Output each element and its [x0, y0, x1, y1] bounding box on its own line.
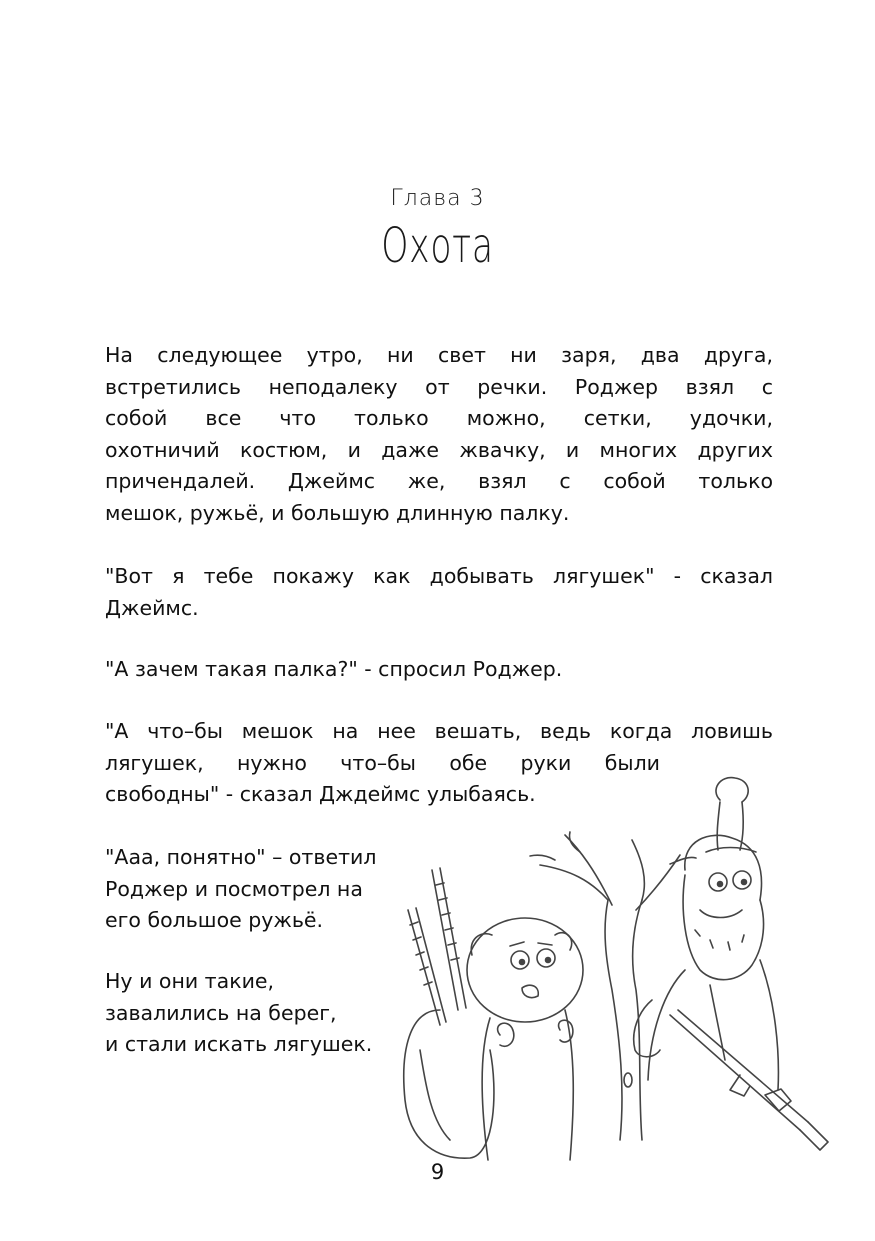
paragraph-3	[105, 654, 773, 686]
text-line: Джеймс.	[105, 595, 199, 620]
page-number: 9	[430, 1160, 445, 1184]
text-line: лягушек, нужно что–бы обе руки были	[105, 750, 660, 775]
roger-figure	[404, 868, 583, 1160]
chapter-label: Глава 3	[390, 186, 485, 211]
text-line: "А что–бы мешок на нее вешать, ведь когда ловишь	[105, 719, 773, 743]
text-line: "Ааа, понятно" – ответил	[105, 845, 377, 869]
text-line: На следующее утро, ни свет ни заря, два друга,	[105, 343, 773, 367]
text-line: мешок, ружьё, и большую длинную палку.	[105, 500, 570, 525]
text-line: охотничий костюм, и даже жвачку, и многих других	[105, 437, 773, 462]
text-line: и стали искать лягушек.	[105, 1032, 373, 1056]
james-figure	[634, 778, 828, 1150]
paragraph-1	[105, 340, 773, 529]
text-line: Роджер и посмотрел на	[105, 876, 363, 901]
text-line: "Вот я тебе покажу как добывать лягушек" - сказал	[105, 564, 773, 588]
text-line: Ну и они такие,	[105, 969, 275, 993]
text-line: встретились неподалеку от речки. Роджер взял с	[105, 374, 773, 399]
text-line: "А зачем такая палка?" - спросил Роджер.	[105, 657, 563, 681]
paragraph-6	[105, 966, 425, 1061]
text-line: собой все что только можно, сетки, удочки,	[105, 406, 773, 430]
tree-sketch	[530, 832, 696, 1140]
paragraph-5	[105, 842, 425, 937]
chapter-title: Охота	[381, 218, 494, 274]
text-line: свободны" - сказал Дждеймс улыбаясь.	[105, 782, 536, 806]
text-line: завалились на берег,	[105, 1000, 337, 1025]
text-line: его большое ружьё.	[105, 908, 324, 932]
paragraph-2	[105, 561, 773, 624]
text-line: причендалей. Джеймс же, взял с собой только	[105, 469, 773, 493]
sketch-illustration	[380, 760, 830, 1170]
